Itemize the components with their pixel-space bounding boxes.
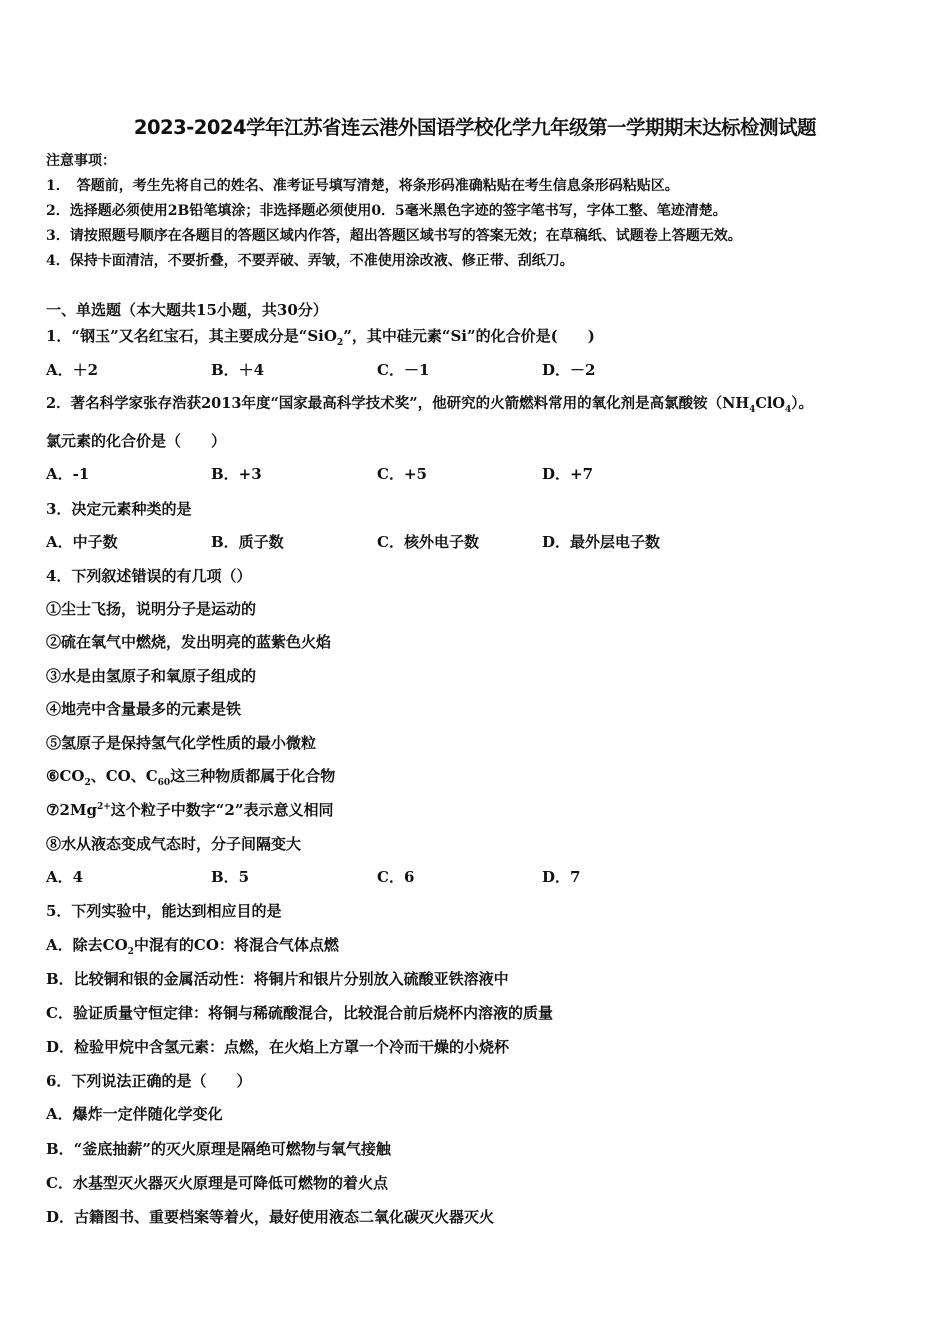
question-2 <box>46 394 813 414</box>
q1-subscript: 2 <box>336 338 344 348</box>
q4-s6-text-end: 这三种物质都属于化合物 <box>170 767 336 785</box>
q4-statement-5: ⑤氢原子是保持氢气化学性质的最小微粒 <box>46 734 317 752</box>
notice-heading: 注意事项： <box>46 153 116 169</box>
q5-a-text-end: 中混有的CO：将混合气体点燃 <box>133 936 339 954</box>
q2-option-a: A．-1 <box>46 465 90 483</box>
q5-option-d: D．检验甲烷中含氢元素：点燃，在火焰上方罩一个冷而干燥的小烧杯 <box>46 1038 510 1056</box>
q1-text-end: ”，其中硅元素“Si”的化合价是( ) <box>343 327 595 345</box>
q1-option-b: B．＋4 <box>211 361 265 379</box>
q3-option-c: C．核外电子数 <box>377 533 479 551</box>
q4-option-b: B．5 <box>211 868 250 886</box>
question-3: 3．决定元素种类的是 <box>46 500 192 518</box>
q4-statement-1: ①尘士飞扬，说明分子是运动的 <box>46 600 257 618</box>
q4-s6-subscript-2: 60 <box>157 778 171 788</box>
question-6: 6．下列说法正确的是（ ） <box>46 1072 252 1090</box>
question-1 <box>46 326 595 346</box>
q4-option-c: C．6 <box>377 868 415 886</box>
q5-a-subscript: 2 <box>127 947 134 957</box>
q5-option-b: B．比较铜和银的金属活动性：将铜片和银片分别放入硫酸亚铁溶液中 <box>46 970 509 988</box>
q6-option-c: C．水基型灭火器灭火原理是可降低可燃物的着火点 <box>46 1174 388 1192</box>
q2-text-mid: ClO <box>755 395 786 412</box>
q3-option-d: D．最外层电子数 <box>542 533 661 551</box>
page-title: 2023-2024学年江苏省连云港外国语学校化学九年级第一学期期末达标检测试题 <box>133 116 817 139</box>
q1-option-d: D．－2 <box>542 361 596 379</box>
q5-a-text: A．除去CO <box>46 936 128 954</box>
q2-text-end: ）。 <box>791 395 814 412</box>
section-heading: 一、单选题（本大题共15小题，共30分） <box>46 301 328 319</box>
q4-option-a: A．4 <box>46 868 84 886</box>
q2-subscript-2: 4 <box>785 404 792 415</box>
q4-statement-2: ②硫在氧气中燃烧，发出明亮的蓝紫色火焰 <box>46 633 332 651</box>
q4-statement-7 <box>46 800 334 820</box>
q1-text: 1．“钢玉”又名红宝石，其主要成分是“SiO <box>46 327 337 345</box>
q2-subscript-1: 4 <box>749 404 756 415</box>
notice-item-4: 4．保持卡面清洁，不要折叠，不要弄破、弄皱，不准使用涂改液、修正带、刮纸刀。 <box>46 253 574 269</box>
q3-option-a: A．中子数 <box>46 533 118 551</box>
q4-statement-8: ⑧水从液态变成气态时，分子间隔变大 <box>46 835 302 853</box>
q4-s7-text-end: 这个粒子中数字“2”表示意义相同 <box>110 801 334 819</box>
q4-s6-subscript: 2 <box>84 778 91 788</box>
q4-s6-text: ⑥CO <box>46 767 85 785</box>
q4-s6-text-mid: 、CO、C <box>90 767 158 785</box>
q5-option-a <box>46 935 339 955</box>
q6-option-b: B．“釜底抽薪”的灭火原理是隔绝可燃物与氧气接触 <box>46 1140 391 1158</box>
q6-option-a: A．爆炸一定伴随化学变化 <box>46 1105 223 1123</box>
q2-text: 2．著名科学家张存浩获2013年度“国家最高科学技术奖”，他研究的火箭燃料常用的氧化剂是高氯酸铵（NH <box>46 395 750 412</box>
q1-option-c: C．－1 <box>377 361 430 379</box>
notice-item-3: 3．请按照题号顺序在各题目的答题区域内作答，超出答题区域书写的答案无效；在草稿纸、试题卷上答题无效。 <box>46 228 742 244</box>
q2-option-d: D．+7 <box>542 465 594 483</box>
q3-option-b: B．质子数 <box>211 533 284 551</box>
q4-statement-6 <box>46 766 335 786</box>
question-5: 5．下列实验中，能达到相应目的是 <box>46 902 282 920</box>
q4-s7-text: ⑦2Mg <box>46 801 97 819</box>
q4-statement-3: ③水是由氢原子和氧原子组成的 <box>46 667 257 685</box>
q4-statement-4: ④地壳中含量最多的元素是铁 <box>46 700 242 718</box>
question-2-line-2: 氯元素的化合价是（ ） <box>46 432 227 450</box>
q2-option-c: C．+5 <box>377 465 427 483</box>
question-4: 4．下列叙述错误的有几项（） <box>46 567 252 585</box>
notice-item-1: 1． 答题前，考生先将自己的姓名、准考证号填写清楚，将条形码准确粘贴在考生信息条形码粘贴区。 <box>46 178 679 194</box>
q4-option-d: D．7 <box>542 868 581 886</box>
q5-option-c: C．验证质量守恒定律：将铜与稀硫酸混合，比较混合前后烧杯内溶液的质量 <box>46 1004 553 1022</box>
notice-item-2: 2．选择题必须使用2B铅笔填涂；非选择题必须使用0．5毫米黑色字迹的签字笔书写，字体工整、笔迹清楚。 <box>46 203 727 219</box>
q4-s7-superscript: 2+ <box>96 802 111 812</box>
q6-option-d: D．古籍图书、重要档案等着火，最好使用液态二氧化碳灭火器灭火 <box>46 1208 495 1226</box>
q2-option-b: B．+3 <box>211 465 262 483</box>
q1-option-a: A．＋2 <box>46 361 99 379</box>
